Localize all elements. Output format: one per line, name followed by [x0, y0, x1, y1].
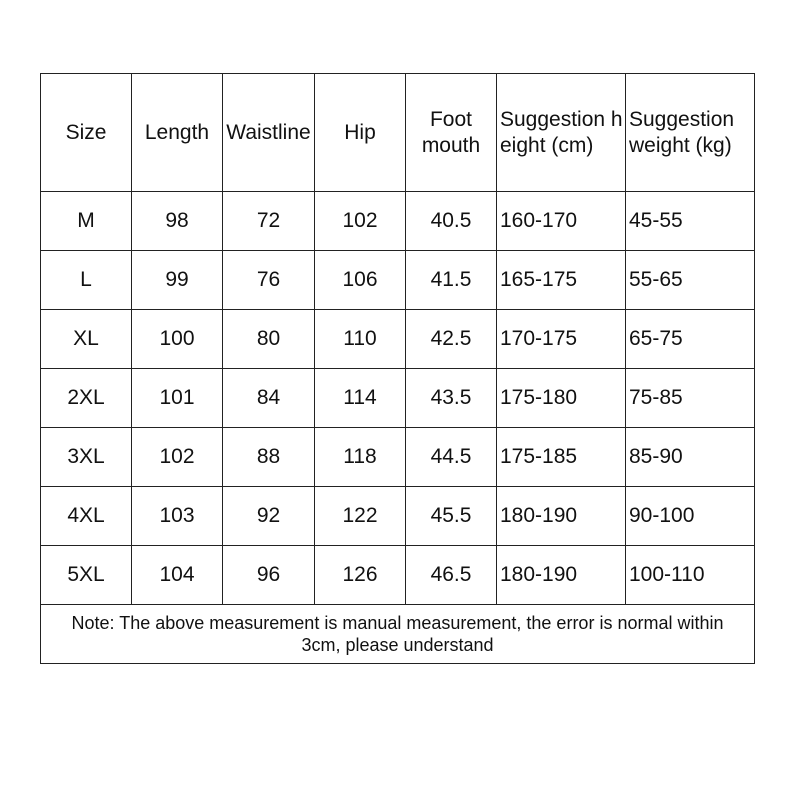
cell-hip: 122: [315, 487, 406, 546]
table-row: [41, 310, 755, 369]
cell-hip: 118: [315, 428, 406, 487]
cell-weight: 55-65: [626, 251, 755, 310]
header-waistline: Waistline: [223, 74, 315, 192]
cell-foot-mouth: 45.5: [406, 487, 497, 546]
header-size: Size: [41, 74, 132, 192]
measurement-note: Note: The above measurement is manual measurement, the error is normal within 3cm, please understand: [41, 605, 755, 664]
cell-foot-mouth: 46.5: [406, 546, 497, 605]
cell-length: 101: [132, 369, 223, 428]
cell-size: 3XL: [41, 428, 132, 487]
cell-height: 175-180: [497, 369, 626, 428]
cell-hip: 110: [315, 310, 406, 369]
header-foot-mouth: Foot mouth: [406, 74, 497, 192]
cell-weight: 90-100: [626, 487, 755, 546]
cell-length: 99: [132, 251, 223, 310]
cell-waistline: 88: [223, 428, 315, 487]
header-hip: Hip: [315, 74, 406, 192]
cell-size: XL: [41, 310, 132, 369]
table-row: [41, 487, 755, 546]
header-length: Length: [132, 74, 223, 192]
cell-weight: 65-75: [626, 310, 755, 369]
cell-length: 102: [132, 428, 223, 487]
table-row: [41, 428, 755, 487]
cell-foot-mouth: 41.5: [406, 251, 497, 310]
header-suggestion-weight: Suggestion weight (kg): [626, 74, 755, 192]
table-row: [41, 546, 755, 605]
cell-foot-mouth: 43.5: [406, 369, 497, 428]
cell-height: 160-170: [497, 192, 626, 251]
cell-waistline: 76: [223, 251, 315, 310]
cell-size: L: [41, 251, 132, 310]
cell-waistline: 72: [223, 192, 315, 251]
header-suggestion-height: Suggestion height (cm): [497, 74, 626, 192]
cell-hip: 114: [315, 369, 406, 428]
table-row: [41, 251, 755, 310]
cell-length: 98: [132, 192, 223, 251]
cell-length: 103: [132, 487, 223, 546]
cell-size: 5XL: [41, 546, 132, 605]
cell-size: 2XL: [41, 369, 132, 428]
cell-waistline: 92: [223, 487, 315, 546]
cell-weight: 85-90: [626, 428, 755, 487]
cell-waistline: 80: [223, 310, 315, 369]
cell-height: 170-175: [497, 310, 626, 369]
cell-length: 104: [132, 546, 223, 605]
cell-weight: 75-85: [626, 369, 755, 428]
cell-height: 180-190: [497, 546, 626, 605]
cell-hip: 102: [315, 192, 406, 251]
cell-hip: 126: [315, 546, 406, 605]
cell-size: M: [41, 192, 132, 251]
cell-size: 4XL: [41, 487, 132, 546]
cell-weight: 45-55: [626, 192, 755, 251]
cell-foot-mouth: 44.5: [406, 428, 497, 487]
cell-waistline: 96: [223, 546, 315, 605]
note-row: [41, 605, 755, 664]
cell-weight: 100-110: [626, 546, 755, 605]
table-row: [41, 369, 755, 428]
cell-height: 180-190: [497, 487, 626, 546]
cell-height: 175-185: [497, 428, 626, 487]
cell-foot-mouth: 40.5: [406, 192, 497, 251]
size-chart-table: [40, 73, 755, 664]
cell-foot-mouth: 42.5: [406, 310, 497, 369]
cell-hip: 106: [315, 251, 406, 310]
cell-height: 165-175: [497, 251, 626, 310]
table-row: [41, 192, 755, 251]
cell-length: 100: [132, 310, 223, 369]
cell-waistline: 84: [223, 369, 315, 428]
header-row: [41, 74, 755, 192]
